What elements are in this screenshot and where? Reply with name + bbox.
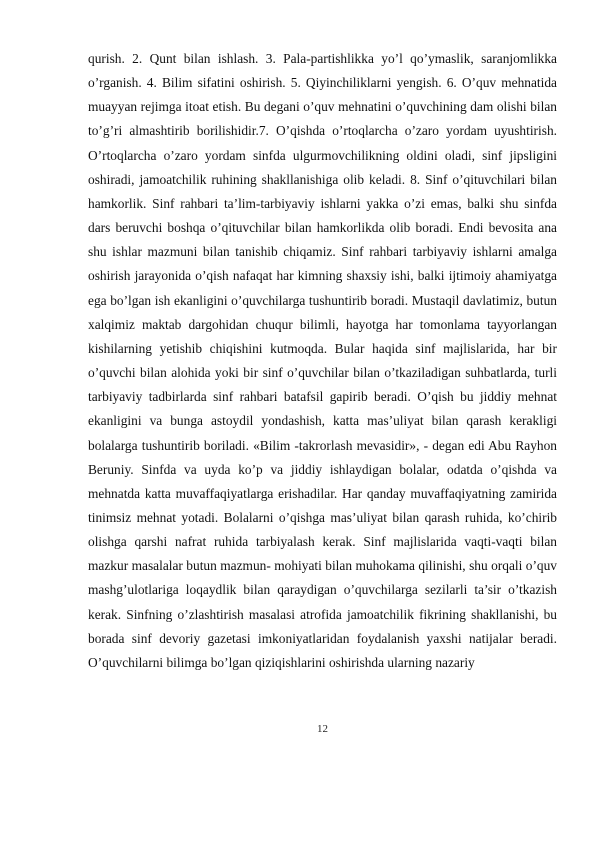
page-number: 12 bbox=[317, 723, 328, 735]
body-paragraph: qurish. 2. Qunt bilan ishlash. 3. Pala-partishlikka yo’l qo’ymaslik, saranjomlikka o’rganish. 4. Bilim sifatini oshirish. 5. Qiyinchiliklarni yengish. 6. O’quv mehnatida muayyan rejimga itoat etish. Bu degani o’quv mehnatini o’quvchining dam olishi bilan to’g’ri almashtirib borilishidir.7. O’qishda o’rtoqlarcha o’zaro yordam uyushtirish. O’rtoqlarcha o’zaro yordam sinfda ulgurmovchilikning oldini oladi, sinf jipsligini oshiradi, jamoatchilik ruhining shakllanishiga olib keladi. 8. Sinf o’qituvchilari bilan hamkorlik. Sinf rahbari ta’lim-tarbiyaviy ishlarni yakka o’zi emas, balki shu sinfda dars beruvchi boshqa o’qituvchilar bilan hamkorlikda olib boradi. Endi bevosita ana shu ishlar mazmuni bilan tanishib chiqamiz. Sinf rahbari tarbiyaviy ishlarni amalga oshirish jarayonida o’qish nafaqat har kimning shaxsiy ishi, balki ijtimoiy ahamiyatga ega bo’lgan ish ekanligini o’quvchilarga tushuntirib boradi. Mustaqil davlatimiz, butun xalqimiz maktab dargohidan chuqur bilimli, hayotga har tomonlama tayyorlangan kishilarning yetishib chiqishini kutmoqda. Bular haqida sinf majlislarida, har bir o’quvchi bilan alohida yoki bir sinf o’quvchilar bilan o’tkaziladigan suhbatlarda, turli tarbiyaviy tadbirlarda sinf rahbari batafsil gapirib beradi. O’qish bu jiddiy mehnat ekanligini va bunga astoydil yondashish, katta mas’uliyat bilan qarash kerakligi bolalarga tushuntirib boriladi. «Bilim -takrorlash mevasidir», - degan edi Abu Rayhon Beruniy. Sinfda va uyda ko’p va jiddiy ishlaydigan bolalar, odatda o’qishda va mehnatda katta muvaffaqiyatlarga erishadilar. Har qanday muvaffaqiyatning zamirida tinimsiz mehnat yotadi. Bolalarni o’qishga mas’uliyat bilan qarash ruhida, ko’chirib olishga qarshi nafrat ruhida tarbiyalash kerak. Sinf majlislarida vaqti-vaqti bilan mazkur masalalar butun mazmun- mohiyati bilan muhokama qilinishi, shu orqali o’quv mashg’ulotlariga loqaydlik bilan qaraydigan o’quvchilarga sezilarli ta’sir o’tkazish kerak. Sinfning o’zlashtirish masalasi atrofida jamoatchilik fikrining shakllanishi, bu borada sinf devoriy gazetasi imkoniyatlaridan foydalanish yaxshi natijalar beradi. O’quvchilarni bilimga bo’lgan qiziqishlarini oshirishda ularning nazariy bbox=[88, 51, 557, 670]
